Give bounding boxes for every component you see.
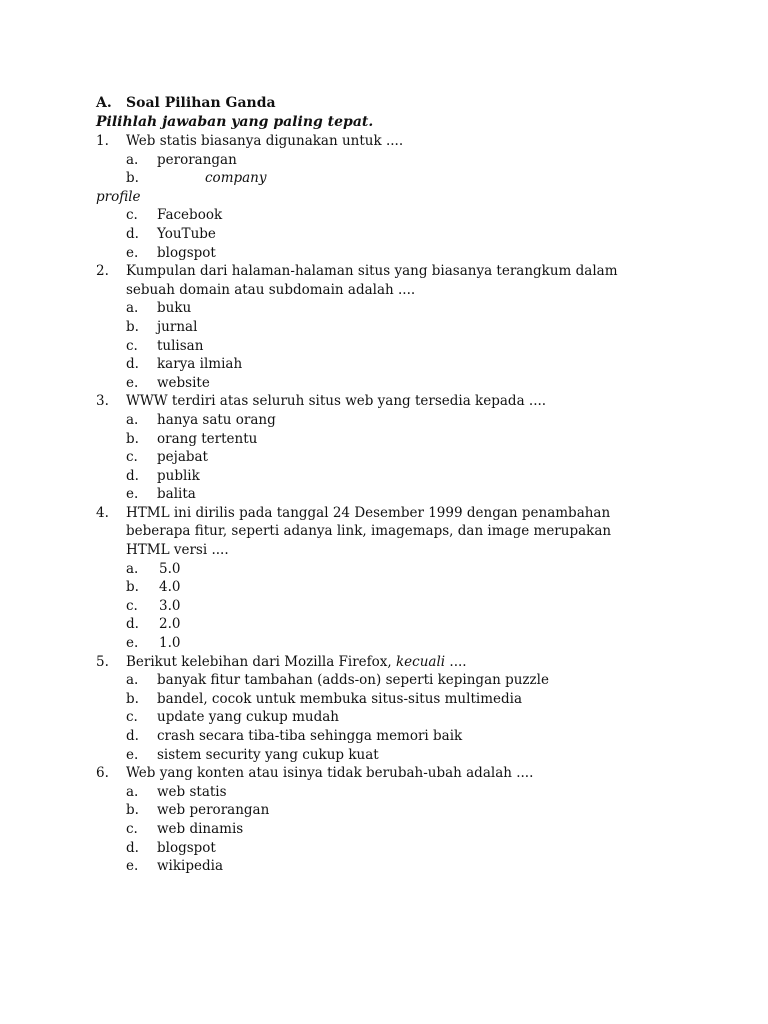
option-e — [126, 244, 656, 263]
option-a — [126, 560, 656, 579]
option-d — [126, 355, 656, 374]
option-letter: c. — [126, 820, 138, 837]
option-text: Facebook — [157, 207, 223, 224]
option-letter: e. — [126, 635, 139, 652]
option-letter: d. — [126, 356, 139, 373]
option-list — [126, 560, 656, 653]
option-e — [126, 485, 656, 504]
option-letter: e. — [126, 244, 139, 261]
option-a — [126, 671, 656, 690]
option-e — [126, 857, 656, 876]
question-text — [126, 653, 656, 672]
option-c — [126, 448, 656, 467]
option-b — [126, 690, 656, 709]
option-text: perorangan — [157, 151, 237, 168]
question-3 — [96, 392, 656, 504]
option-d — [126, 615, 656, 634]
option-d — [126, 727, 656, 746]
option-c — [126, 597, 656, 616]
option-d — [126, 839, 656, 858]
option-text: update yang cukup mudah — [157, 709, 339, 726]
option-text: buku — [157, 300, 192, 317]
question-text-start: Berikut kelebihan dari Mozilla Firefox, — [126, 653, 396, 670]
section-title: Soal Pilihan Ganda — [126, 95, 276, 111]
option-d — [126, 467, 656, 486]
option-letter: a. — [126, 300, 139, 317]
option-a — [126, 151, 656, 170]
option-letter: c. — [126, 597, 138, 614]
question-text: Kumpulan dari halaman-halaman situs yang biasanya terangkum dalam sebuah domain atau subdomain adalah .... — [126, 263, 618, 298]
option-letter: c. — [126, 709, 138, 726]
option-letter: d. — [126, 616, 139, 633]
option-letter: a. — [126, 560, 139, 577]
option-text: web dinamis — [157, 820, 244, 837]
option-text: company — [205, 170, 267, 187]
option-text: jurnal — [157, 318, 198, 335]
option-letter: d. — [126, 839, 139, 856]
question-number: 4. — [96, 504, 109, 521]
option-list — [126, 671, 656, 764]
option-text: 4.0 — [159, 579, 181, 596]
option-b — [126, 578, 656, 597]
question-number: 5. — [96, 653, 109, 670]
option-e — [126, 746, 656, 765]
option-letter: b. — [126, 579, 139, 596]
option-text: crash secara tiba-tiba sehingga memori baik — [157, 728, 463, 744]
option-list — [96, 151, 656, 263]
question-number: 6. — [96, 765, 109, 782]
question-4 — [96, 504, 656, 653]
option-letter: e. — [126, 858, 139, 875]
question-2 — [96, 262, 656, 392]
option-text: karya ilmiah — [157, 356, 243, 373]
instruction-text: Pilihlah jawaban yang paling tepat. — [96, 114, 374, 130]
option-list — [126, 783, 656, 876]
option-letter: b. — [126, 430, 139, 447]
option-letter: c. — [126, 337, 138, 354]
option-letter: e. — [126, 746, 139, 763]
question-number: 3. — [96, 393, 109, 410]
option-text: website — [157, 374, 210, 391]
option-b — [126, 169, 656, 188]
option-e — [126, 634, 656, 653]
option-text: 1.0 — [159, 635, 181, 652]
option-b — [126, 318, 656, 337]
question-text: Web statis biasanya digunakan untuk .... — [126, 133, 404, 149]
option-letter: a. — [126, 783, 139, 800]
option-letter: b. — [126, 170, 139, 187]
option-text: publik — [157, 467, 200, 484]
option-text: sistem security yang cukup kuat — [157, 746, 379, 763]
question-text-emphasis: kecuali — [396, 653, 446, 670]
option-text: bandel, cocok untuk membuka situs-situs multimedia — [157, 690, 522, 707]
option-text: tulisan — [157, 337, 204, 354]
option-c — [126, 206, 656, 225]
option-text: 3.0 — [159, 597, 181, 614]
option-text: hanya satu orang — [157, 411, 276, 428]
option-text: blogspot — [157, 244, 216, 261]
option-text: orang tertentu — [157, 430, 258, 447]
option-letter: a. — [126, 151, 139, 168]
option-letter: b. — [126, 318, 139, 335]
question-1 — [96, 132, 656, 262]
option-a — [126, 783, 656, 802]
question-6 — [96, 764, 656, 876]
option-letter: c. — [126, 449, 138, 466]
section-heading — [96, 95, 276, 111]
question-5 — [96, 653, 656, 765]
option-text: banyak fitur tambahan (adds-on) seperti kepingan puzzle — [157, 672, 549, 689]
option-letter: a. — [126, 411, 139, 428]
section-letter: A. — [96, 95, 112, 111]
option-d — [126, 225, 656, 244]
option-letter: d. — [126, 467, 139, 484]
question-text: HTML ini dirilis pada tanggal 24 Desember 1999 dengan penambahan beberapa fitur, seperti adanya link, imagemaps, dan image merupakan HTML versi .... — [126, 504, 612, 559]
option-b-continuation: profile — [96, 188, 141, 205]
option-letter: a. — [126, 672, 139, 689]
question-text: Web yang konten atau isinya tidak berubah-ubah adalah .... — [126, 765, 534, 782]
option-text: blogspot — [157, 839, 216, 856]
option-c — [126, 337, 656, 356]
option-text: balita — [157, 486, 196, 503]
option-e — [126, 374, 656, 393]
option-text: 5.0 — [159, 560, 181, 577]
option-text: pejabat — [157, 449, 208, 466]
question-list — [96, 132, 656, 876]
option-list — [126, 299, 656, 392]
option-letter: e. — [126, 486, 139, 503]
option-letter: b. — [126, 690, 139, 707]
option-text: YouTube — [157, 225, 216, 242]
option-a — [126, 299, 656, 318]
question-number: 1. — [96, 133, 109, 149]
option-a — [126, 411, 656, 430]
option-text: wikipedia — [157, 858, 224, 875]
option-b — [126, 430, 656, 449]
option-letter: d. — [126, 728, 139, 744]
question-text: WWW terdiri atas seluruh situs web yang tersedia kepada .... — [126, 393, 547, 410]
option-text: web statis — [157, 783, 227, 800]
question-text-end: .... — [445, 653, 467, 670]
option-c — [126, 708, 656, 727]
option-letter: e. — [126, 374, 139, 391]
option-letter: d. — [126, 225, 139, 242]
option-letter: c. — [126, 207, 138, 224]
option-list — [126, 411, 656, 504]
question-number: 2. — [96, 263, 109, 280]
option-b — [126, 801, 656, 820]
option-letter: b. — [126, 802, 139, 819]
option-c — [126, 820, 656, 839]
option-text: web perorangan — [157, 802, 270, 819]
option-text: 2.0 — [159, 616, 181, 633]
